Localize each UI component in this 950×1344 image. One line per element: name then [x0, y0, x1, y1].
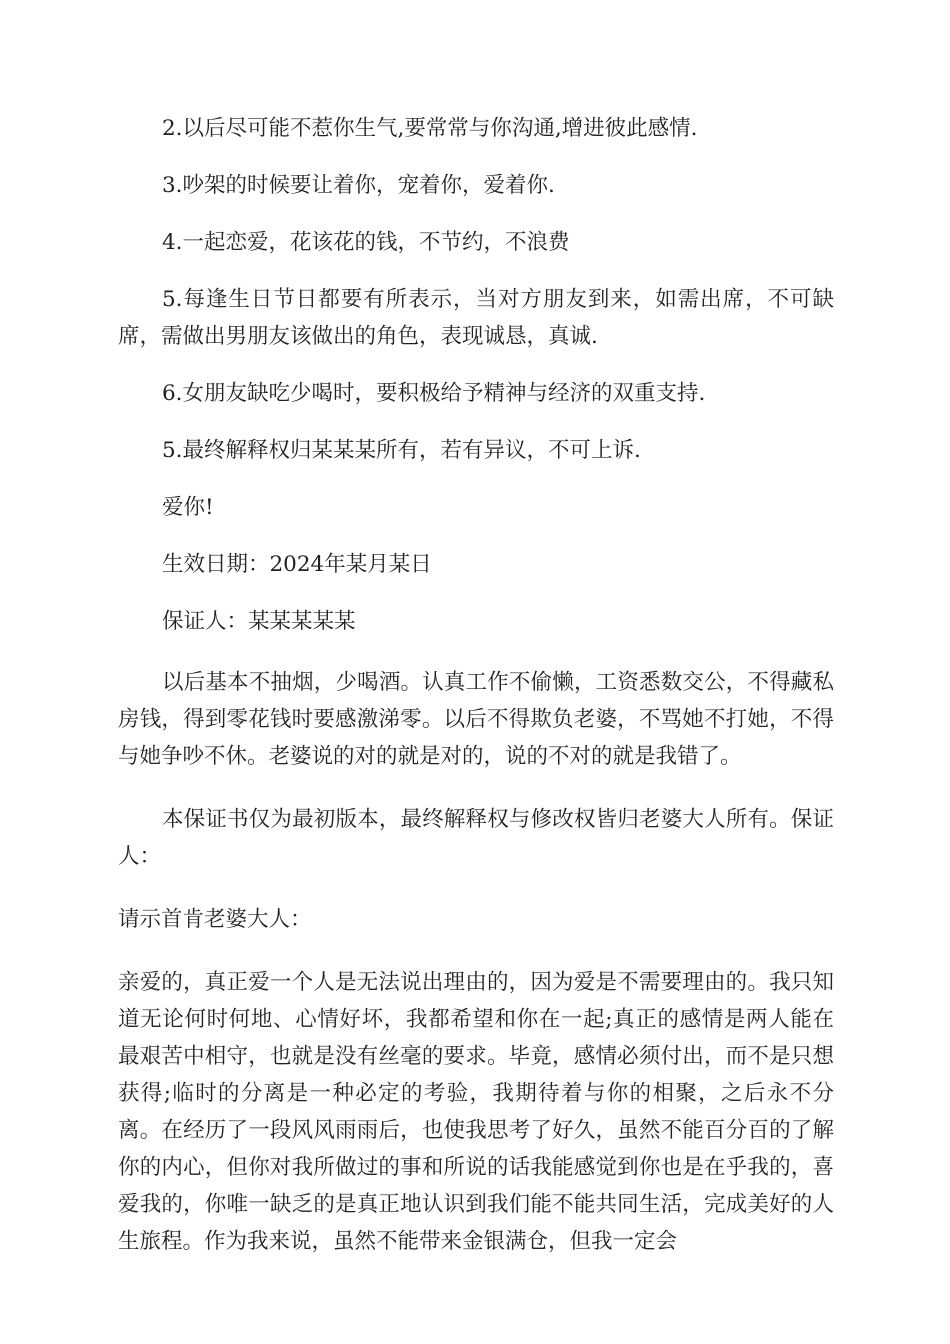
effective-date: 生效日期：2024年某月某日: [162, 552, 432, 577]
pledge-paragraph: 以后基本不抽烟，少喝酒。认真工作不偷懒，工资悉数交公，不得藏私房钱，得到零花钱时要感激涕零。以后不得欺负老婆，不骂她不打她，不得与她争吵不休。老婆说的对的就是对的，说的不对的就是我错了。: [118, 670, 834, 769]
promise-item-3: 3.吵架的时候要让着你，宠着你，爱着你.: [162, 173, 555, 198]
document-page: [118, 110, 834, 1260]
letter-body: 亲爱的，真正爱一个人是无法说出理由的，因为爱是不需要理由的。我只知道无论何时何地、心情好坏，我都希望和你在一起;真正的感情是两人能在最艰苦中相守，也就是没有丝毫的要求。毕竟，感情必须付出，而不是只想获得;临时的分离是一种必定的考验，我期待着与你的相聚，之后永不分离。在经历了一段风风雨雨后，也使我思考了好久，虽然不能百分百的了解你的内心，但你对我所做过的事和所说的话我能感觉到你也是在乎我的，喜爱我的，你唯一缺乏的是真正地认识到我们能不能共同生活，完成美好的人生旅程。作为我来说，虽然不能带来金银满仓，但我一定会: [118, 970, 834, 1254]
promise-item-final: 5.最终解释权归某某某所有，若有异议，不可上诉.: [162, 438, 641, 463]
salutation: 请示首肯老婆大人：: [118, 907, 312, 932]
guarantor-line: 保证人：某某某某某: [162, 609, 356, 634]
closing-love: 爱你!: [162, 495, 214, 520]
promise-item-4: 4.一起恋爱，花该花的钱，不节约，不浪费: [162, 230, 570, 255]
promise-item-6: 6.女朋友缺吃少喝时，要积极给予精神与经济的双重支持.: [162, 381, 706, 406]
promise-item-5: 5.每逢生日节日都要有所表示，当对方朋友到来，如需出席，不可缺席，需做出男朋友该做出的角色，表现诚恳，真诚.: [118, 287, 834, 349]
version-note-paragraph: 本保证书仅为最初版本，最终解释权与修改权皆归老婆大人所有。保证人：: [118, 807, 834, 869]
promise-item-2: 2.以后尽可能不惹你生气,要常常与你沟通,增进彼此感情.: [162, 116, 698, 141]
